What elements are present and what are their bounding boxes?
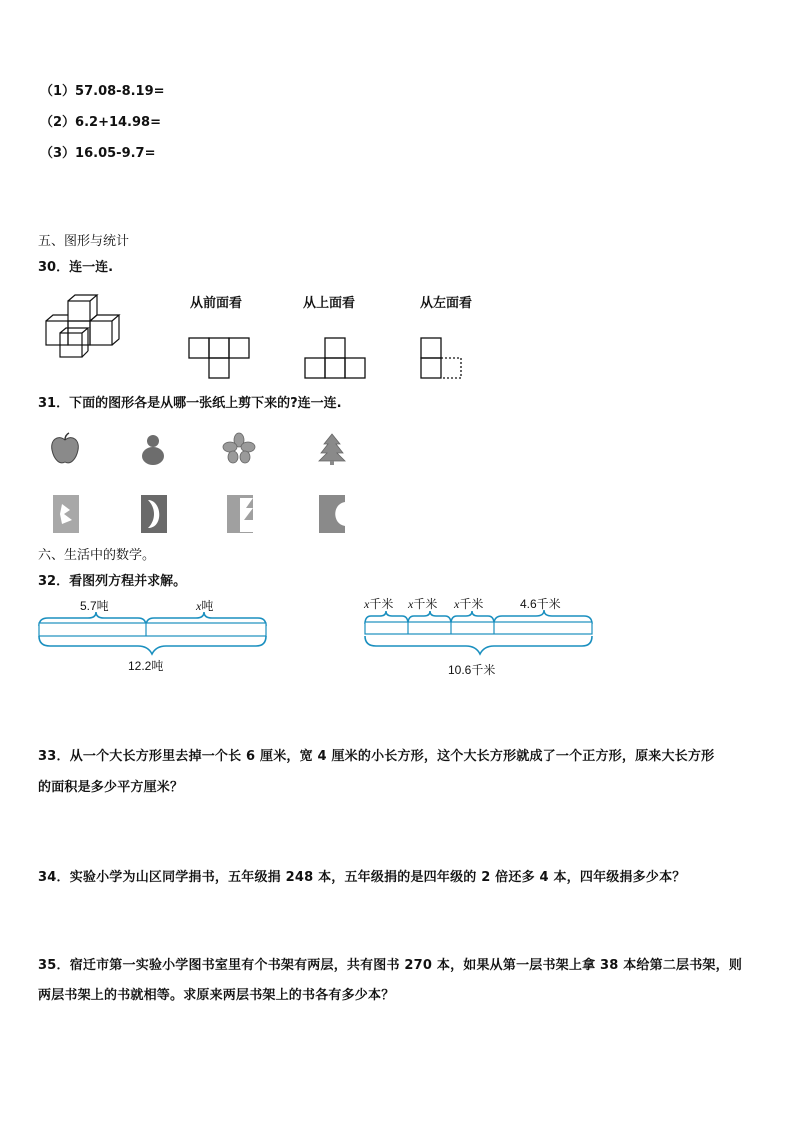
paper-cutout-1 [52,494,80,534]
calc-expression: 57.08-8.19= [75,84,165,99]
label-x-km-1: x千米 [364,597,394,611]
question-31: 31．下面的图形各是从哪一张纸上剪下来的?连一连. [38,396,342,411]
calc-expression: 16.05-9.7= [75,146,156,161]
section-title-6: 六、生活中的数学。 [38,548,156,563]
calc-item-3 [40,146,155,162]
flower-shape-icon [222,432,256,464]
label-5-7: 5.7吨 [80,599,109,613]
cube-stack-figure [44,293,126,365]
apple-shape-icon [50,432,80,466]
view-label-top: 从上面看 [303,296,356,311]
calc-item-2 [40,115,161,131]
calc-number: （1） [40,84,76,99]
left-view-shape [420,337,466,381]
label-4-6: 4.6千米 [520,597,561,611]
question-33-line1: 33．从一个大长方形里去掉一个长 6 厘米，宽 4 厘米的小长方形，这个大长方形就成了一个正方形，原来大长方形 [38,749,715,764]
calc-item-1 [40,84,165,100]
top-view-shape [304,337,368,381]
label-12-2: 12.2吨 [128,659,164,673]
question-30: 30．连一连. [38,260,114,275]
section-title-5: 五、图形与统计 [38,234,130,249]
question-32: 32．看图列方程并求解。 [38,574,187,589]
line-diagram-a [36,596,272,676]
view-label-left: 从左面看 [420,296,473,311]
paper-cutout-3 [226,494,254,534]
calc-expression: 6.2+14.98= [75,115,161,130]
question-33-line2: 的面积是多少平方厘米？ [38,780,184,795]
calc-number: （3） [40,146,76,161]
label-x-km-2: x千米 [408,597,438,611]
calc-number: （2） [40,115,76,130]
question-35-line1: 35．宿迁市第一实验小学图书室里有个书架有两层，共有图书 270 本，如果从第一层书架上拿 38 本给第二层书架，则 [38,958,743,973]
line-diagram-b [362,596,598,680]
paper-cutout-4 [318,494,346,534]
label-x-ton: x吨 [196,599,214,613]
gourd-shape-icon [138,432,168,466]
front-view-shape [188,337,252,381]
label-x-km-3: x千米 [454,597,484,611]
tree-shape-icon [316,432,348,466]
label-10-6: 10.6千米 [448,663,496,677]
question-34: 34．实验小学为山区同学捐书，五年级捐 248 本，五年级捐的是四年级的 2 倍还多 4 本，四年级捐多少本？ [38,870,686,885]
view-label-front: 从前面看 [190,296,243,311]
paper-cutout-2 [140,494,168,534]
question-35-line2: 两层书架上的书就相等。求原来两层书架上的书各有多少本？ [38,988,395,1003]
